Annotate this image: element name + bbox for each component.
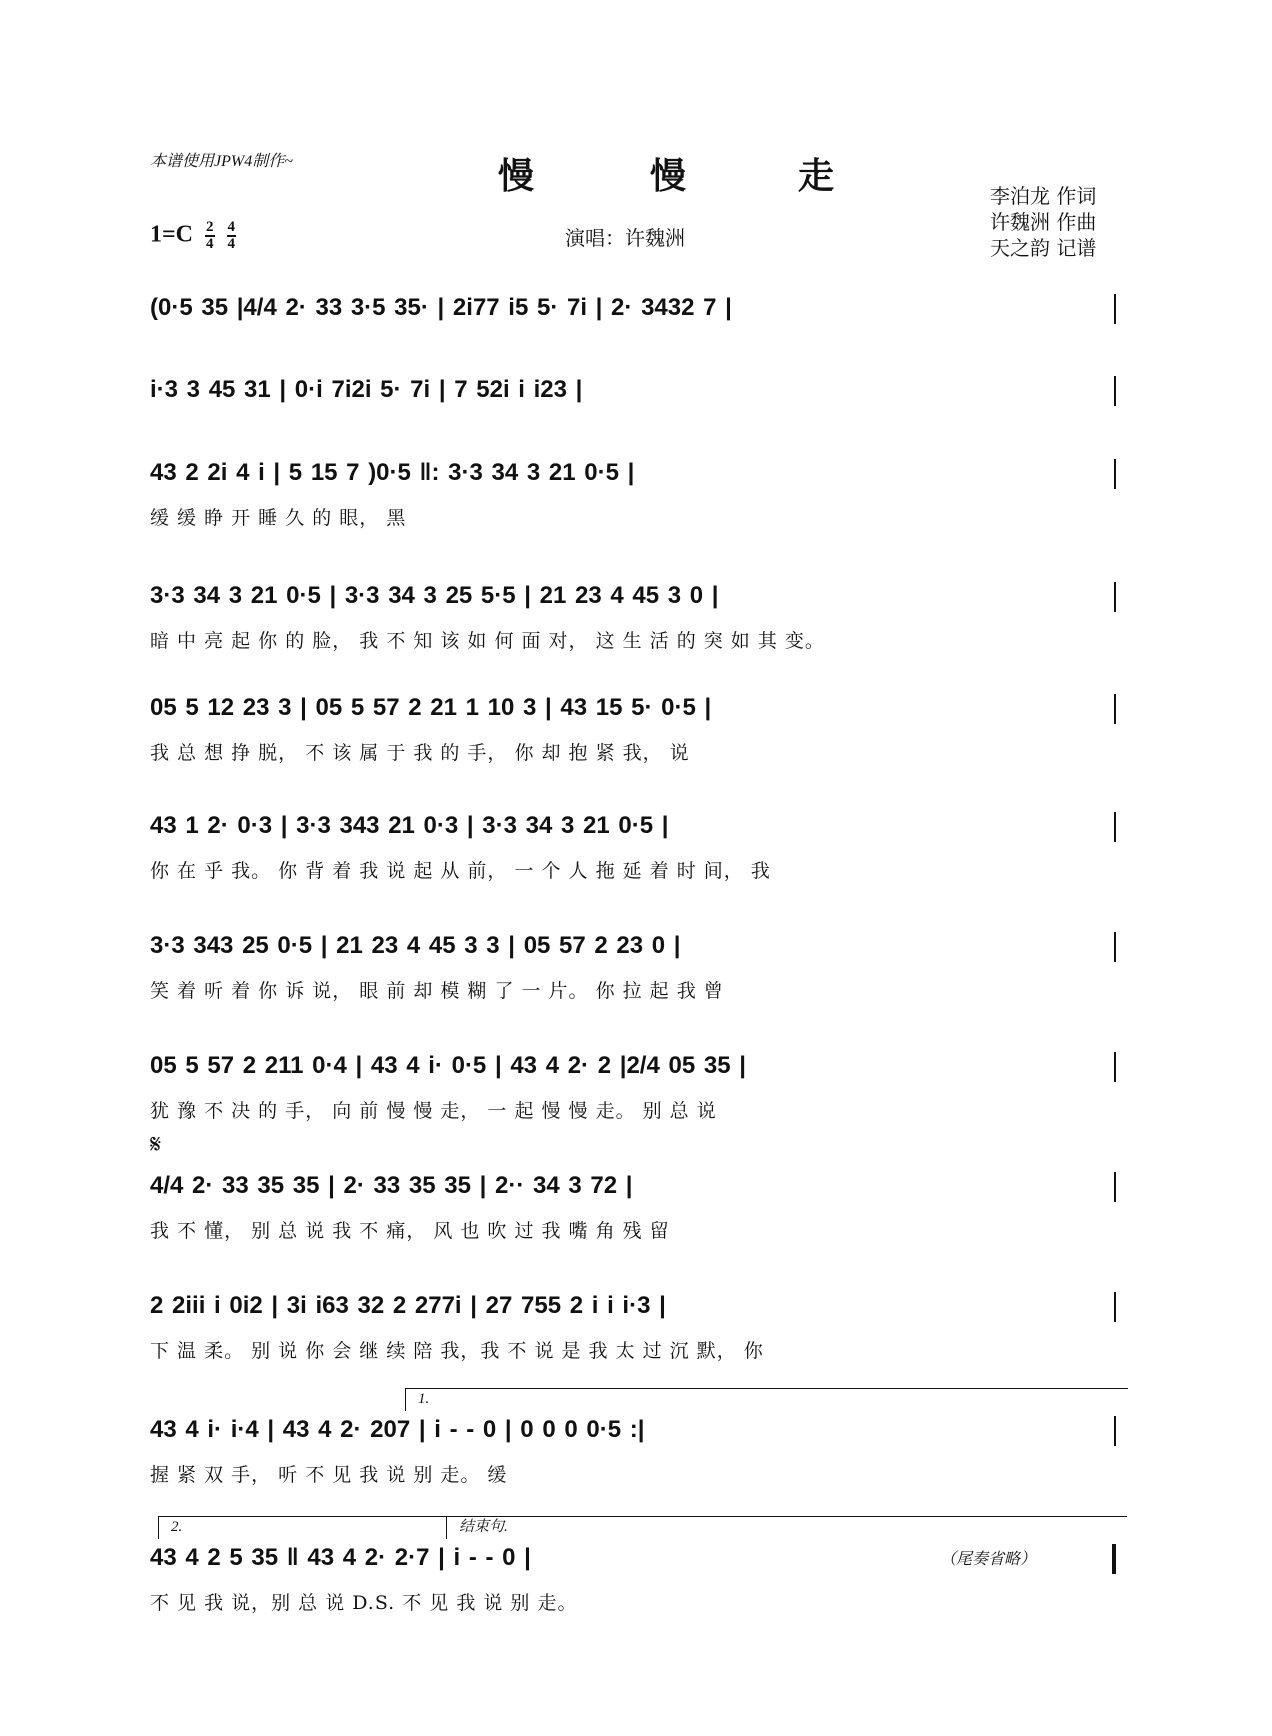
staff-line-12: [150, 1540, 1116, 1650]
volta-bracket-2: 2.: [158, 1516, 453, 1539]
title-char-1: 慢: [498, 155, 535, 197]
lyrics: 我 不 懂， 别 总 说 我 不 痛， 风 也 吹 过 我 嘴 角 残 留: [150, 1220, 670, 1242]
notation: 3·3 34 3 21 0·5 | 3·3 34 3 25 5·5 | 21 23 4 45 3 0 |: [150, 582, 719, 609]
segno-sign: 𝄋: [150, 1130, 162, 1160]
notation: 2 2iii i 0i2 | 3i i63 32 2 277i | 27 755 2 i i i·3 |: [150, 1292, 666, 1319]
barline: [1114, 1416, 1116, 1446]
lyrics: 笑 着 听 着 你 诉 说， 眼 前 却 模 糊 了 一 片。 你 拉 起 我 曾: [150, 980, 724, 1002]
notation: 43 1 2· 0·3 | 3·3 343 21 0·3 | 3·3 34 3 21 0·5 |: [150, 812, 669, 839]
barline: [1114, 1172, 1116, 1202]
time-signature-2-4: $\frac{2}{4}$: [206, 219, 214, 252]
barline: [1114, 812, 1116, 842]
staff-line-10: [150, 1288, 1116, 1398]
staff-line-7: [150, 928, 1116, 1038]
lyrics: 不 见 我 说，别 总 说 D.S. 不 见 我 说 别 走。: [150, 1592, 578, 1614]
key-signature: [150, 220, 236, 252]
notation: (0·5 35 |4/4 2· 33 3·5 35· | 2i77 i5 5· 7i | 2· 3432 7 |: [150, 294, 732, 321]
barline: [1114, 376, 1116, 406]
staff-line-6: [150, 808, 1116, 918]
staff-line-4: [150, 578, 1116, 688]
staff-line-3: [150, 455, 1116, 565]
barline: [1114, 459, 1116, 489]
software-credit: 本谱使用JPW4制作~: [150, 153, 293, 170]
lyrics: [150, 338, 1116, 368]
staff-line-8: [150, 1048, 1116, 1158]
lyrics: 犹 豫 不 决 的 手， 向 前 慢 慢 走， 一 起 慢 慢 走。 别 总 说: [150, 1100, 717, 1122]
staff-line-9: [150, 1168, 1116, 1278]
performer: 演唱：许魏洲: [565, 226, 685, 250]
volta-bracket-1: 1.: [405, 1388, 1128, 1411]
transcriber-credit: 天之韵 记谱: [990, 236, 1097, 260]
barline: [1114, 1052, 1116, 1082]
notation: 43 4 i· i·4 | 43 4 2· 207 | i - - 0 | 0 0 0 0·5 :|: [150, 1416, 645, 1443]
lyrics: 暗 中 亮 起 你 的 脸， 我 不 知 该 如 何 面 对， 这 生 活 的 突 如 其 变。: [150, 630, 825, 652]
lyrics: 你 在 乎 我。 你 背 着 我 说 起 从 前， 一 个 人 拖 延 着 时 间， 我: [150, 860, 771, 882]
staff-line-5: [150, 690, 1116, 800]
ending-bracket: 结束句.: [446, 1516, 1127, 1539]
barline: [1114, 582, 1116, 612]
title-char-2: 慢: [650, 155, 687, 197]
final-barline: [1112, 1544, 1116, 1574]
staff-line-11: [150, 1412, 1116, 1522]
barline: [1114, 294, 1116, 324]
notation: 43 4 2 5 35 ‖ 43 4 2· 2·7 | i - - 0 |: [150, 1544, 531, 1571]
outro-note: （尾奏省略）: [940, 1549, 1037, 1568]
notation: 3·3 343 25 0·5 | 21 23 4 45 3 3 | 05 57 2 23 0 |: [150, 932, 681, 959]
notation: i·3 3 45 31 | 0·i 7i2i 5· 7i | 7 52i i i23 |: [150, 376, 583, 403]
notation: 4/4 2· 33 35 35 | 2· 33 35 35 | 2·· 34 3 72 |: [150, 1172, 633, 1199]
lyricist-credit: 李泊龙 作词: [990, 184, 1097, 208]
lyrics: 握 紧 双 手， 听 不 见 我 说 别 走。 缓: [150, 1464, 508, 1486]
lyrics: 缓 缓 睁 开 睡 久 的 眼， 黑: [150, 507, 407, 529]
barline: [1114, 932, 1116, 962]
notation: 05 5 57 2 211 0·4 | 43 4 i· 0·5 | 43 4 2· 2 |2/4 05 35 |: [150, 1052, 746, 1079]
composer-credit: 许魏洲 作曲: [990, 210, 1097, 234]
notation: 05 5 12 23 3 | 05 5 57 2 21 1 10 3 | 43 15 5· 0·5 |: [150, 694, 712, 721]
title-char-3: 走: [798, 155, 835, 197]
lyrics: 下 温 柔。 别 说 你 会 继 续 陪 我，我 不 说 是 我 太 过 沉 默， 你: [150, 1340, 764, 1362]
key-label: 1=C: [150, 221, 194, 248]
lyrics: 我 总 想 挣 脱， 不 该 属 于 我 的 手， 你 却 抱 紧 我， 说: [150, 742, 690, 764]
barline: [1114, 694, 1116, 724]
lyrics: [150, 420, 1116, 450]
barline: [1114, 1292, 1116, 1322]
notation: 43 2 2i 4 i | 5 15 7 )0·5 ‖: 3·3 34 3 21 0·5 |: [150, 459, 635, 486]
time-signature-4-4: $\frac{4}{4}$: [227, 219, 236, 252]
